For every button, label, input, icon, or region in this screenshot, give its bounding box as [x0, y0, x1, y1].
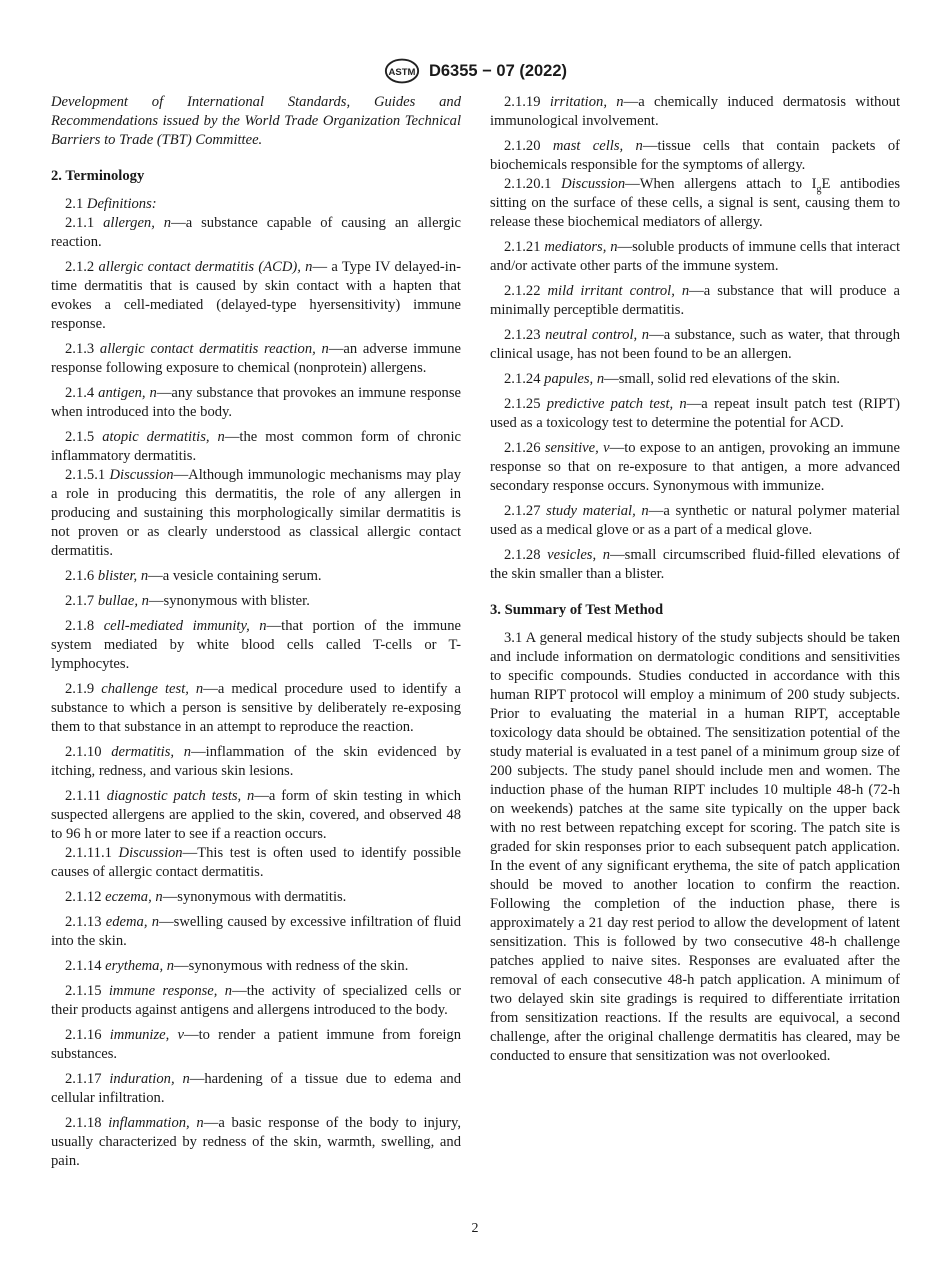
definitions-label: 2.1 Definitions: [65, 196, 157, 212]
definition-2-1-5: 2.1.5 atopic dermatitis, n—the most common form of chronic inflammatory dermatitis. [51, 429, 461, 464]
definition-2-1-27: 2.1.27 study material, n—a synthetic or natural polymer material used as a medical glove or as a part of a medical glove. [490, 503, 900, 538]
definition-2-1-3: 2.1.3 allergic contact dermatitis reaction, n—an adverse immune response following exposure to chemical (nonprotein) allergens. [51, 341, 462, 376]
astm-logo-icon [383, 56, 421, 86]
discussion-2-1-5-1: 2.1.5.1 Discussion—Although immunologic mechanisms may play a role in producing this dermatitis, the role of any allergen in producing and sustaining this morphologically similar dermatitis is not proven or as clearly understood as classical allergic contact dermatitis. [51, 467, 461, 559]
definition-2-1-22: 2.1.22 mild irritant control, n—a substance that will produce a minimally perceptible dermatitis. [490, 283, 900, 318]
definition-2-1-21: 2.1.21 mediators, n—soluble products of immune cells that interact and/or activate other parts of the immune system. [490, 239, 900, 274]
definition-2-1-7: 2.1.7 bullae, n—synonymous with blister. [65, 593, 310, 609]
page-number: 2 [471, 1221, 479, 1236]
left-column [51, 93, 461, 1177]
section-3-heading: 3. Summary of Test Method [490, 602, 664, 618]
svg-text:ASTM: ASTM [388, 66, 416, 78]
page-header [0, 56, 950, 86]
definition-2-1-20: 2.1.20 mast cells, n—tissue cells that contain packets of biochemicals responsible for the symptoms of allergy. [490, 138, 901, 173]
section-2-heading: 2. Terminology [51, 168, 145, 184]
definition-2-1-8: 2.1.8 cell-mediated immunity, n—that portion of the immune system mediated by white blood cells called T-cells or T-lymphocytes. [51, 618, 461, 672]
definition-2-1-23: 2.1.23 neutral control, n—a substance, such as water, that through clinical usage, has not been found to be an allergen. [490, 327, 901, 362]
definition-2-1-13: 2.1.13 edema, n—swelling caused by excessive infiltration of fluid into the skin. [51, 914, 461, 949]
definition-2-1-26: 2.1.26 sensitive, v—to expose to an antigen, provoking an immune response so that on re-exposure to that antigen, a more advanced secondary response occurs. Synonymous with immunize. [490, 440, 900, 494]
paragraph-3-1: 3.1 A general medical history of the study subjects should be taken and include information on dermatologic conditions and sensitivities to specific compounds. Studies conducted in accordance with this human RIPT protocol will employ a minimum of 200 study subjects. Prior to evaluating the material in a human RIPT, acceptable toxicology data should be obtained. The sensitization potential of the study material is evaluated in a test panel of a minimum group size of 200 subjects. The study panel should include men and women. The induction phase of the human RIPT includes 10 multiple 48-h (72-h on weekends) patches at the same site typically on the upper back with no rest between repatching except for scoring. The patch site is graded for skin responses prior to each subsequent patch application. In the event of any significant erythema, the site of patch application should be moved to another location to confirm the reaction. Following the completion of the induction phase, there is approximately a 21 day rest period to allow the development of latent sensitization. This is followed by two consecutive 48-h challenge patches applied to naive sites. Responses are evaluated after the removal of each consecutive 48-h patch application. A minimum of two delayed skin site gradings is required to differentiate irritation from sensitization reactions. If the results are equivocal, a second challenge, after the original challenge dermatitis has cleared, may be conducted to ensure that sensitization was not overlooked. [490, 630, 901, 1064]
intro-paragraph: Development of International Standards, Guides and Recommendations issued by the World Trade Organization Technical Barriers to Trade (TBT) Committee. [51, 94, 461, 148]
definition-2-1-25: 2.1.25 predictive patch test, n—a repeat insult patch test (RIPT) used as a toxicology test to determine the potential for ACD. [490, 396, 901, 431]
discussion-2-1-20-1: 2.1.20.1 Discussion—When allergens attach to $I_gE$ antibodies sitting on the surface of these cells, a signal is sent, causing them to release these biochemical mediators of allergy. [490, 176, 900, 230]
definition-2-1-10: 2.1.10 dermatitis, n—inflammation of the skin evidenced by itching, redness, and various skin lesions. [51, 744, 461, 779]
definition-2-1-1: 2.1.1 allergen, n—a substance capable of causing an allergic reaction. [51, 215, 462, 250]
definition-2-1-9: 2.1.9 challenge test, n—a medical procedure used to identify a substance to which a person is sensitive by deliberately re-exposing them to that substance in an attempt to reproduce the reaction. [51, 681, 461, 735]
definition-2-1-4: 2.1.4 antigen, n—any substance that provokes an immune response when introduced into the body. [51, 385, 461, 420]
definition-2-1-2: 2.1.2 allergic contact dermatitis (ACD), n— a Type IV delayed-in-time dermatitis that is caused by skin contact with a hapten that evokes a cell-mediated (delayed-type hyersensitivity) immune response. [51, 259, 461, 332]
definition-2-1-24: 2.1.24 papules, n—small, solid red elevations of the skin. [504, 371, 841, 387]
definition-2-1-12: 2.1.12 eczema, n—synonymous with dermatitis. [65, 889, 347, 905]
definition-2-1-15: 2.1.15 immune response, n—the activity of specialized cells or their products against antigens and allergens introduced to the body. [51, 983, 461, 1018]
definition-2-1-19: 2.1.19 irritation, n—a chemically induced dermatosis without immunological involvement. [490, 94, 900, 129]
definition-2-1-11: 2.1.11 diagnostic patch tests, n—a form of skin testing in which suspected allergens are applied to the skin, covered, and observed 48 to 96 h or more later to see if a reaction occurs. [51, 788, 461, 842]
definition-2-1-6: 2.1.6 blister, n—a vesicle containing serum. [65, 568, 322, 584]
definition-2-1-14: 2.1.14 erythema, n—synonymous with redness of the skin. [65, 958, 409, 974]
definition-2-1-17: 2.1.17 induration, n—hardening of a tissue due to edema and cellular infiltration. [51, 1071, 462, 1106]
definition-2-1-16: 2.1.16 immunize, v—to render a patient immune from foreign substances. [51, 1027, 461, 1062]
right-column [490, 93, 900, 1072]
discussion-2-1-11-1: 2.1.11.1 Discussion—This test is often used to identify possible causes of allergic contact dermatitis. [51, 845, 461, 880]
document-designation: D6355 − 07 (2022) [428, 61, 568, 80]
definition-2-1-18: 2.1.18 inflammation, n—a basic response of the body to injury, usually characterized by redness of the skin, warmth, swelling, and pain. [51, 1115, 462, 1169]
definition-2-1-28: 2.1.28 vesicles, n—small circumscribed fluid-filled elevations of the skin smaller than a blister. [490, 547, 900, 582]
